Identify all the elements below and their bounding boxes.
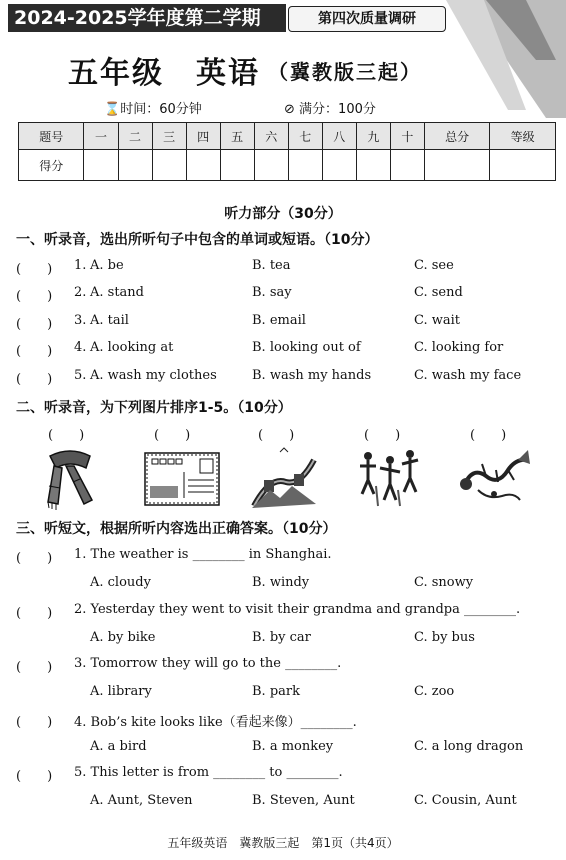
question-stem: 2. Yesterday they went to visit their grandma and grandpa ________.	[74, 602, 521, 617]
option-b: B. park	[252, 684, 300, 699]
option-a: A. looking at	[90, 340, 174, 355]
answer-blank[interactable]: ( )	[16, 715, 53, 730]
question-number: 2.	[74, 285, 87, 300]
picture-answer-blank[interactable]: ( )	[154, 428, 191, 443]
score-header-cell: 四	[186, 123, 220, 150]
question-number: 5.	[74, 368, 87, 383]
section1-title: 一、听录音，选出所听句子中包含的单词或短语。（10分）	[16, 232, 379, 248]
score-header-cell: 九	[356, 123, 390, 150]
answer-blank[interactable]: ( )	[16, 660, 53, 675]
option-c: C. snowy	[414, 575, 474, 590]
section3-title: 三、听短文，根据所听内容选出正确答案。（10分）	[16, 521, 337, 537]
option-b: B. wash my hands	[252, 368, 372, 383]
option-b: B. say	[252, 285, 292, 300]
section3-options	[0, 575, 566, 595]
section3-options	[0, 684, 566, 704]
score-header-cell: 五	[220, 123, 254, 150]
postcard-icon	[144, 452, 220, 506]
score-cell[interactable]	[390, 150, 424, 181]
score-header-cell: 八	[322, 123, 356, 150]
dragon-kite-icon	[458, 446, 532, 506]
section1-question	[0, 285, 566, 305]
answer-blank[interactable]: ( )	[16, 289, 53, 304]
hourglass-icon: ⌛	[104, 102, 121, 117]
option-b: B. windy	[252, 575, 310, 590]
section3-question	[0, 656, 566, 676]
question-stem: 4. Bob’s kite looks like（看起来像）________.	[74, 715, 357, 730]
section3-question	[0, 765, 566, 785]
score-cell[interactable]	[152, 150, 186, 181]
option-b: B. email	[252, 313, 306, 328]
score-header-cell: 等级	[490, 123, 556, 150]
score-cell[interactable]	[356, 150, 390, 181]
time-info	[104, 98, 202, 117]
survey-badge: 第四次质量调研	[288, 6, 446, 32]
option-c: C. a long dragon	[414, 739, 524, 754]
score-header-cell: 十	[390, 123, 424, 150]
score-cell[interactable]	[118, 150, 152, 181]
option-a: A. library	[90, 684, 152, 699]
edition-label: （冀教版三起）	[268, 60, 422, 84]
tai-chi-icon	[354, 446, 424, 508]
corner-decoration	[426, 0, 566, 120]
score-header-cell: 七	[288, 123, 322, 150]
page-title: 五年级 英语	[68, 56, 260, 91]
picture-answer-blank[interactable]: ( )	[470, 428, 507, 443]
score-info	[284, 98, 376, 117]
section1-question	[0, 258, 566, 278]
section1-question	[0, 368, 566, 388]
picture-answer-blank[interactable]: ( )	[48, 428, 85, 443]
page-footer: 五年级英语 冀教版三起 第1页（共4页）	[167, 836, 399, 850]
option-a: A. Aunt, Steven	[90, 793, 193, 808]
option-c: C. looking for	[414, 340, 504, 355]
section3-options	[0, 739, 566, 759]
option-c: C. wait	[414, 313, 461, 328]
question-stem: 3. Tomorrow they will go to the ________.	[74, 656, 342, 671]
score-header-cell: 总分	[424, 123, 489, 150]
question-number: 4.	[74, 340, 87, 355]
option-a: A. cloudy	[90, 575, 151, 590]
score-cell[interactable]	[322, 150, 356, 181]
question-stem: 1. The weather is ________ in Shanghai.	[74, 547, 332, 562]
section3-question	[0, 602, 566, 622]
option-c: C. Cousin, Aunt	[414, 793, 517, 808]
picture-answer-blank[interactable]: ( )	[258, 428, 295, 443]
option-a: A. a bird	[90, 739, 147, 754]
section1-question	[0, 340, 566, 360]
option-c: C. see	[414, 258, 454, 273]
option-a: A. stand	[90, 285, 144, 300]
question-number: 1.	[74, 258, 87, 273]
section3-options	[0, 630, 566, 650]
section1-question	[0, 313, 566, 333]
option-c: C. wash my face	[414, 368, 522, 383]
score-header-cell: 二	[118, 123, 152, 150]
score-header-cell: 六	[254, 123, 288, 150]
option-c: C. zoo	[414, 684, 455, 699]
time-label: 时间：60分钟	[120, 102, 202, 117]
question-number: 3.	[74, 313, 87, 328]
score-header-cell: 题号	[19, 123, 84, 150]
question-stem: 5. This letter is from ________ to ________.	[74, 765, 343, 780]
section3-options	[0, 793, 566, 813]
score-cell[interactable]	[254, 150, 288, 181]
option-b: B. Steven, Aunt	[252, 793, 355, 808]
score-cell[interactable]	[186, 150, 220, 181]
score-cell[interactable]	[424, 150, 489, 181]
option-b: B. by car	[252, 630, 311, 645]
score-cell[interactable]	[490, 150, 556, 181]
answer-blank[interactable]: ( )	[16, 317, 53, 332]
picture-answer-blank[interactable]: ( )	[364, 428, 401, 443]
option-a: A. be	[90, 258, 124, 273]
score-cell[interactable]	[220, 150, 254, 181]
score-table-score-row	[19, 150, 556, 181]
option-a: A. wash my clothes	[90, 368, 217, 383]
scarf-icon	[40, 446, 100, 512]
answer-blank[interactable]: ( )	[16, 344, 53, 359]
answer-blank[interactable]: ( )	[16, 372, 53, 387]
option-a: A. by bike	[90, 630, 156, 645]
option-b: B. a monkey	[252, 739, 334, 754]
score-header-cell: 一	[84, 123, 118, 150]
answer-blank[interactable]: ( )	[16, 262, 53, 277]
option-c: C. by bus	[414, 630, 475, 645]
answer-blank[interactable]: ( )	[16, 606, 53, 621]
answer-blank[interactable]: ( )	[16, 551, 53, 566]
option-c: C. send	[414, 285, 463, 300]
option-b: B. tea	[252, 258, 291, 273]
section3-question	[0, 711, 566, 731]
check-circle-icon: ⊘	[284, 102, 295, 117]
option-b: B. looking out of	[252, 340, 361, 355]
full-score-label: 满分：100分	[299, 102, 376, 117]
score-row-label: 得分	[19, 150, 84, 181]
score-table-header-row	[19, 123, 556, 150]
score-cell[interactable]	[84, 150, 118, 181]
score-cell[interactable]	[288, 150, 322, 181]
option-a: A. tail	[90, 313, 129, 328]
section2-title: 二、听录音，为下列图片排序1-5。（10分）	[16, 400, 292, 416]
listening-part-title: 听力部分（30分）	[224, 206, 342, 222]
great-wall-icon	[250, 446, 318, 508]
term-banner: 2024-2025学年度第二学期	[8, 4, 286, 32]
section3-question	[0, 547, 566, 567]
answer-blank[interactable]: ( )	[16, 769, 53, 784]
score-header-cell: 三	[152, 123, 186, 150]
score-table	[18, 122, 556, 181]
